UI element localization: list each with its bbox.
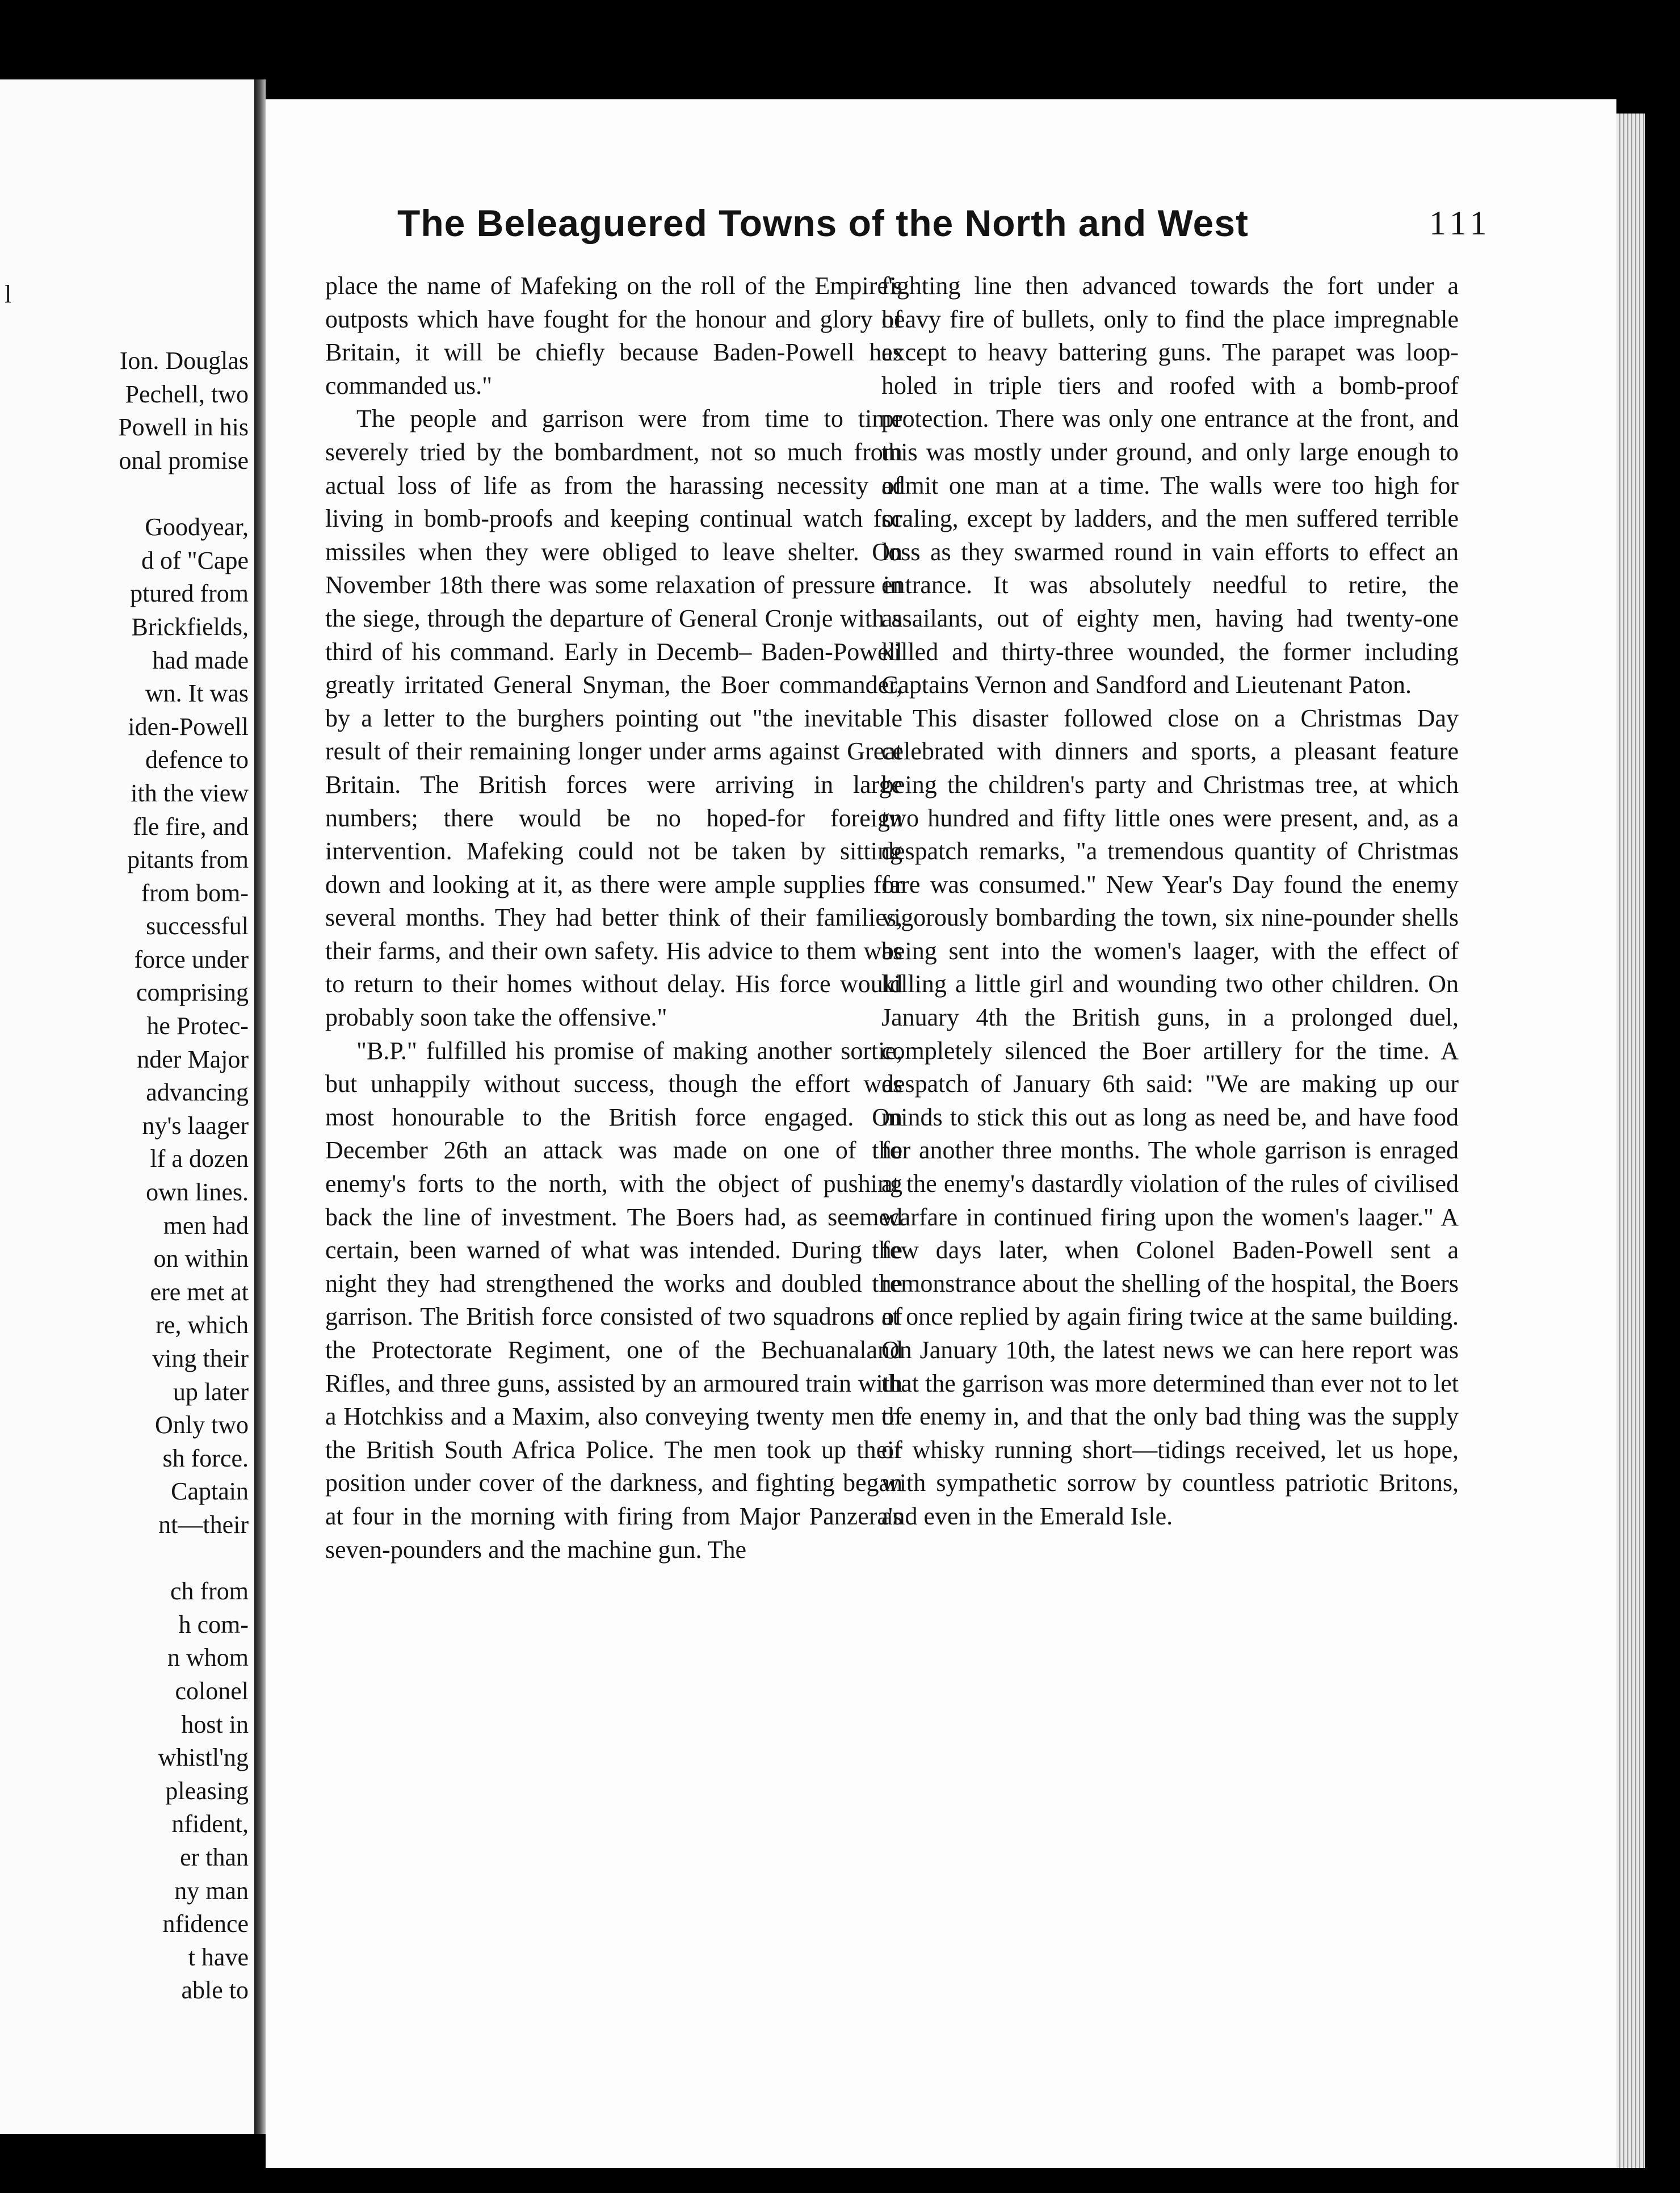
text-column-right xyxy=(881,270,1459,1534)
left-page-fragment-line xyxy=(5,478,249,511)
left-page-fragment-line: host in xyxy=(181,1710,249,1738)
left-page-fragment-line: Powell in his xyxy=(118,413,249,442)
left-page-fragment-line: Goodyear, xyxy=(145,513,249,541)
left-page-fragment-line: Only two xyxy=(155,1411,249,1439)
left-page-text-fragments xyxy=(5,278,249,2007)
left-page-fragment-line: up later xyxy=(173,1377,249,1406)
paragraph: fighting line then advanced towards the fort under a heavy fire of bullets, only to find the place impregnable except to heavy battering guns. The parapet was loop-holed in triple tiers and roofed with a bomb-proof protection. There was only one entrance at the front, and this was mostly under ground, and only large enough to admit one man at a time. The walls were too high for scaling, except by ladders, and the men suffered terrible loss as they swarmed round in vain efforts to effect an entrance. It was absolutely needful to retire, the assailants, out of eighty men, having had twenty-one killed and thirty-three wounded, the former including Captains Vernon and Sandford and Lieutenant Paton. xyxy=(881,272,1459,699)
left-page-fragment-line: fle fire, and xyxy=(133,812,249,841)
left-page-fragment-line: nder Major xyxy=(137,1045,249,1073)
left-page-fragment-line: ith the view xyxy=(131,779,249,807)
left-page-fragment-line: Brickfields, xyxy=(131,612,249,641)
left-page-fragment-line: able to xyxy=(181,1976,249,2005)
left-page-fragment-line: sh force. xyxy=(162,1444,249,1472)
left-page-fragment-line: men had xyxy=(163,1211,249,1240)
left-page-fragment-line: ch from xyxy=(170,1577,249,1606)
left-page-fragment-line: re, which xyxy=(156,1311,249,1339)
left-page-fragment-line: Captain xyxy=(171,1477,249,1506)
left-page-fragment-line: d of "Cape xyxy=(141,546,249,574)
left-page-fragment-line: successful xyxy=(146,912,249,940)
left-page-fragment-line: l xyxy=(5,280,12,308)
left-page-fragment-line: on within xyxy=(153,1245,249,1273)
left-page-fragment-line: colonel xyxy=(175,1677,249,1705)
paragraph: place the name of Mafeking on the roll of the Empire's outposts which have fought for the honour and glory of Britain, it will be chiefly because Baden-Powell has commanded us." xyxy=(325,272,902,400)
left-page-fragment-line: wn. It was xyxy=(145,679,249,708)
left-page xyxy=(0,79,258,2134)
page-edges xyxy=(1616,114,1645,2168)
left-page-fragment-line xyxy=(5,312,249,345)
book-gutter xyxy=(254,79,266,2134)
paragraph: The people and garrison were from time to time severely tried by the bombardment, not so much from actual loss of life as from the harassing necessity of living in bomb-proofs and keeping continual watch for missiles when they were obliged to leave shelter. On November 18th there was some relaxation of pressure in the siege, through the departure of General Cronje with a third of his command. Early in Decemb– Baden-Powell greatly irritated General Snyman, the Boer commander, by a letter to the burghers pointing out "the inevitable result of their remaining longer under arms against Great Britain. The British forces were arriving in large numbers; there would be no hoped-for foreign intervention. Mafeking could not be taken by sitting down and looking at it, as there were ample supplies for several months. They had better think of their families, their farms, and their own safety. His advice to them was to return to their homes without delay. His force would probably soon take the offensive." xyxy=(325,405,902,1032)
left-page-fragment-line: nt—their xyxy=(158,1510,249,1539)
left-page-fragment-line: ny man xyxy=(174,1876,249,1905)
page-header xyxy=(266,201,1616,264)
left-page-fragment-line: t have xyxy=(188,1943,249,1971)
left-page-fragment-line: onal promise xyxy=(119,446,249,474)
left-page-fragment-line: iden-Powell xyxy=(128,712,249,741)
left-page-fragment-line: defence to xyxy=(145,746,249,774)
left-page-fragment-line: from bom- xyxy=(141,879,249,907)
left-page-fragment-line: ving their xyxy=(152,1345,249,1372)
running-title: The Beleaguered Towns of the North and West xyxy=(397,202,1249,244)
page-number: 111 xyxy=(1429,204,1492,242)
left-page-fragment-line: Ion. Douglas xyxy=(119,347,249,375)
left-page-fragment-line: h com- xyxy=(178,1610,249,1639)
right-page xyxy=(266,99,1616,2168)
left-page-fragment-line: pitants from xyxy=(127,846,249,874)
left-page-fragment-line: own lines. xyxy=(146,1178,249,1207)
left-page-fragment-line: n whom xyxy=(167,1644,249,1672)
left-page-fragment-line: Pechell, two xyxy=(125,380,249,408)
left-page-fragment-line: whistl'ng xyxy=(158,1744,249,1772)
left-page-fragment-line xyxy=(5,1542,249,1576)
text-column-left xyxy=(325,270,902,1566)
left-page-fragment-line: force under xyxy=(134,945,249,973)
left-page-fragment-line: nfident, xyxy=(171,1810,249,1838)
left-page-fragment-line: he Protec- xyxy=(146,1012,249,1040)
left-page-fragment-line: ptured from xyxy=(130,579,249,608)
left-page-fragment-line: er than xyxy=(180,1843,249,1871)
left-page-fragment-line: ere met at xyxy=(150,1278,249,1306)
left-page-fragment-line: had made xyxy=(152,646,249,674)
left-page-fragment-line: ny's laager xyxy=(142,1111,249,1140)
left-page-fragment-line: pleasing xyxy=(165,1776,249,1805)
left-page-fragment-line: comprising xyxy=(136,978,249,1007)
left-page-fragment-line: lf a dozen xyxy=(150,1145,249,1173)
left-page-fragment-line: nfidence xyxy=(162,1910,249,1938)
left-page-fragment-line: advancing xyxy=(146,1078,249,1107)
paragraph: "B.P." fulfilled his promise of making another sortie, but unhappily without success, though the effort was most honourable to the British force engaged. On December 26th an attack was made on one of the enemy's forts to the north, with the object of pushing back the line of investment. The Boers had, as seemed certain, been warned of what was intended. During the night they had strengthened the works and doubled the garrison. The British force consisted of two squadrons of the Protectorate Regiment, one of the Bechuanaland Rifles, and three guns, assisted by an armoured train with a Hotchkiss and a Maxim, also conveying twenty men of the British South Africa Police. The men took up their position under cover of the darkness, and fighting began at four in the morning with firing from Major Panzera's seven-pounders and the machine gun. The xyxy=(325,1036,902,1564)
paragraph: This disaster followed close on a Christmas Day celebrated with dinners and sports, a pleasant feature being the children's party and Christmas tree, at which two hundred and fifty little ones were present, and, as a despatch remarks, "a tremendous quantity of Christmas fare was consumed." New Year's Day found the enemy vigorously bombarding the town, six nine-pounder shells being sent into the women's laager, with the effect of killing a little girl and wounding two other children. On January 4th the British guns, in a prolonged duel, completely silenced the Boer artillery for the time. A despatch of January 6th said: "We are making up our minds to stick this out as long as need be, and have food for another three months. The whole garrison is enraged at the enemy's dastardly violation of the rules of civilised warfare in continued firing upon the women's laager." A few days later, when Colonel Baden-Powell sent a remonstrance about the shelling of the hospital, the Boers at once replied by again firing twice at the same building. On January 10th, the latest news we can here report was that the garrison was more determined than ever not to let the enemy in, and that the only bad thing was the supply of whisky running short—tidings received, let us hope, with sympathetic sorrow by countless patriotic Britons, and even in the Emerald Isle. xyxy=(881,704,1459,1530)
